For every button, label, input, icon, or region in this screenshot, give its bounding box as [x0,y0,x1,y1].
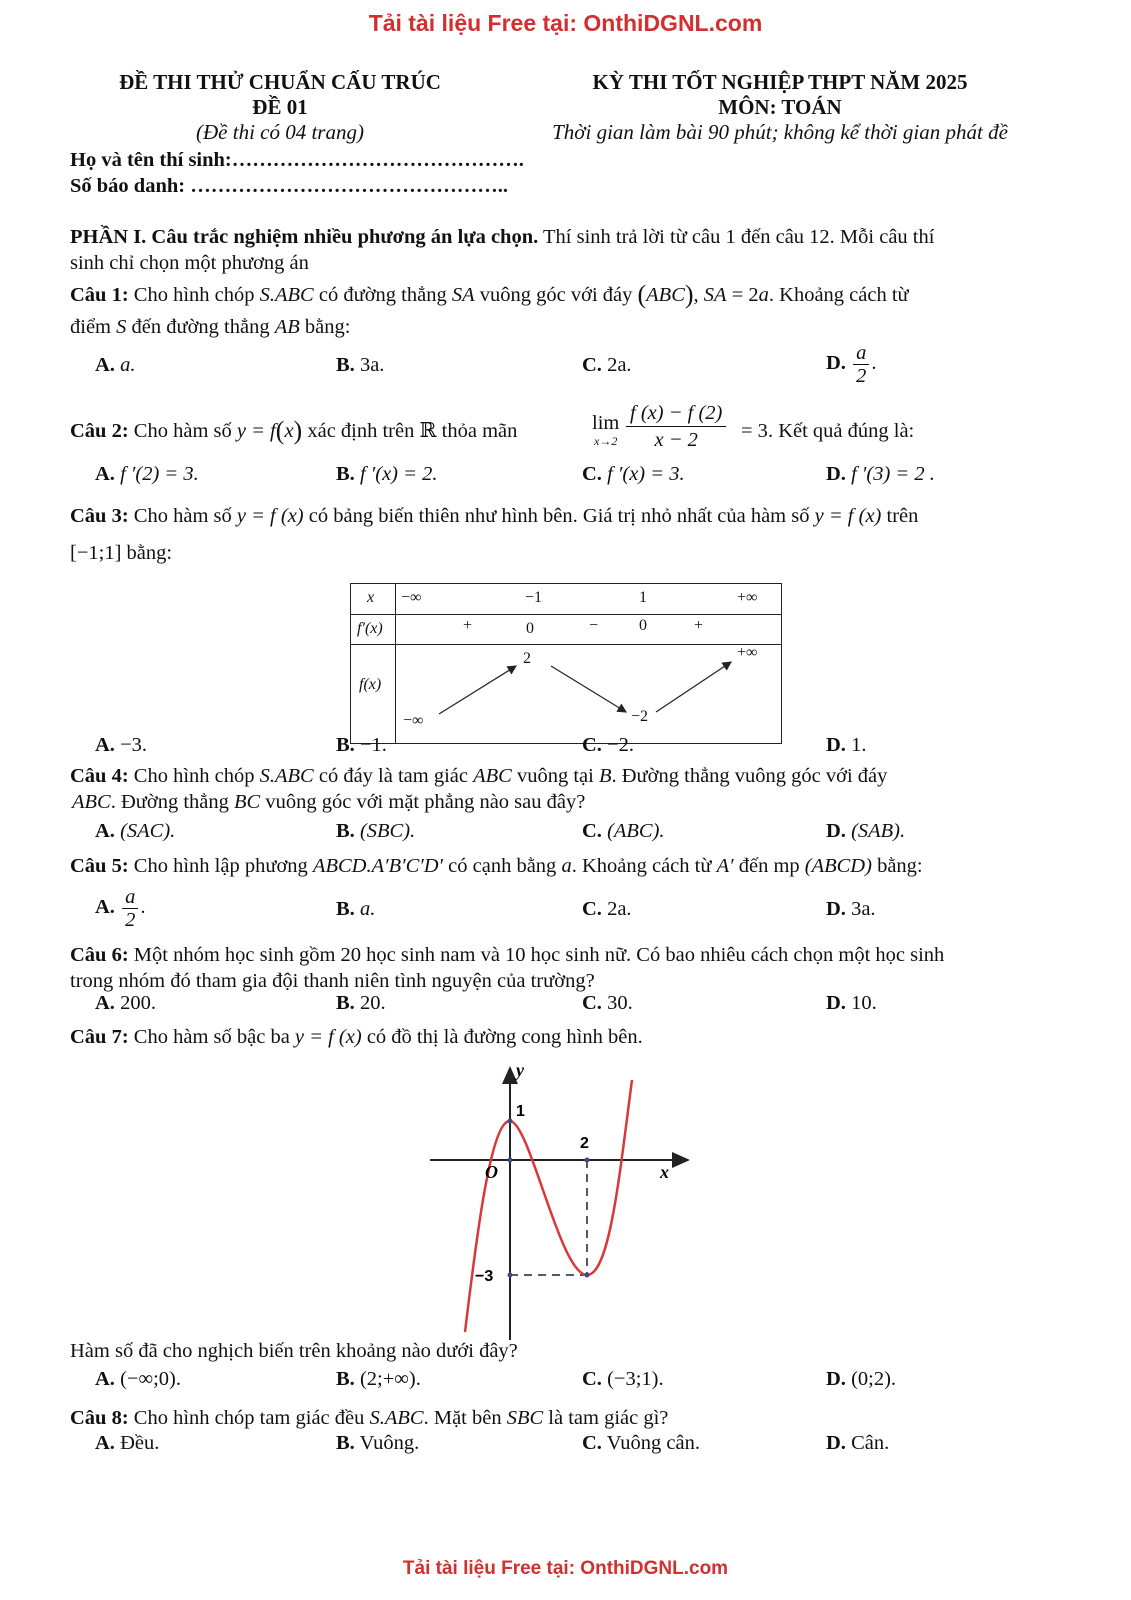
q8-b-text: Vuông. [359,1432,420,1454]
q2-b-letter: B. [336,463,355,485]
q8-t3: là tam giác gì? [543,1407,669,1429]
q1-m5: a [758,284,769,306]
q5-t1: Cho hình lập phương [128,855,313,877]
q1-t7: đến đường thẳng [126,316,275,338]
q7-b-text: (2;+∞). [359,1368,421,1390]
vt-f-3: +∞ [737,644,758,661]
q2-t3: thỏa mãn [436,420,518,442]
q2-d-text: f ′(3) = 2 . [851,463,935,485]
q1-d-num: a [853,342,869,365]
q5-d-letter: D. [826,898,846,920]
q1-c-letter: C. [582,354,602,376]
q3-t1: Cho hàm số [128,505,237,527]
q4-option-b[interactable] [336,820,415,843]
q5-text [70,853,1090,879]
q3-option-c[interactable] [582,734,634,757]
q2-option-a[interactable] [95,463,199,486]
point-2-m3 [585,1273,590,1278]
q4-a-text: (SAC). [120,820,176,842]
graph-x-label: x [660,1162,669,1182]
q4-label: Câu 4: [70,765,129,787]
q2-a-letter: A. [95,463,115,485]
q4-c-letter: C. [582,820,602,842]
q1-text: Câu 1: Cho hình chóp S.ABC có đường thẳng SA vuông góc với đáy (ABC), SA = 2a. Khoảng cách từ [70,280,909,309]
q4-m2: ABC [473,765,512,787]
q1-option-d[interactable]: D. $\frac{a}{2}$ . [826,342,877,387]
q3-interval: [−1;1] [70,542,122,564]
q4-d-text: (SAB). [851,820,906,842]
q6-b-text: 20. [359,992,386,1014]
q4-option-d[interactable] [826,820,905,843]
q1-t3: vuông góc với đáy [474,284,638,306]
q6-t2: trong nhóm đó tham gia đội thanh niên tình nguyện của trường? [70,970,595,992]
q1-t1: Cho hình chóp [128,284,260,306]
q1-d-den: 2 [856,365,867,387]
q8-d-text: Cân. [851,1432,890,1454]
q1-m7: AB [274,316,300,338]
q5-option-a[interactable]: A. $\frac{a}{2}$ . [95,886,146,931]
student-name-dots: ……………………………………. [231,149,524,171]
q3-text [70,503,1090,529]
graph-label-1: 1 [516,1103,525,1120]
q2-m1: y = f [236,420,276,442]
q8-m1: S.ABC [369,1407,424,1429]
point-origin [508,1158,513,1163]
q1-option-c[interactable] [582,354,632,377]
q2-option-c[interactable] [582,463,685,486]
q1-a-text: a. [120,354,136,376]
q7-option-d[interactable] [826,1368,896,1391]
q1-t2: có đường thẳng [313,284,452,306]
q4-option-a[interactable] [95,820,175,843]
q3-a-letter: A. [95,734,115,756]
q2-frac-num: f (x) − f (2) [626,400,726,427]
q8-option-d[interactable] [826,1432,889,1455]
q3-t4: bằng: [121,542,173,564]
q7-m1: y = f (x) [294,1026,362,1048]
q6-option-d[interactable] [826,992,877,1015]
q1-m6: S [116,316,127,338]
q8-option-a[interactable] [95,1432,159,1455]
q1-t4: = 2 [726,284,759,306]
q5-m3: A′ [716,855,734,877]
vt-x-label: x [367,589,375,606]
vt-f-2: −2 [631,708,649,725]
vt-arrow-up-2 [656,662,731,712]
q7-t1: Cho hàm số bậc ba [128,1026,295,1048]
q3-c-letter: C. [582,734,602,756]
q4-t6: vuông góc với mặt phẳng nào sau đây? [260,791,586,813]
vt-f-label: f(x) [359,676,382,693]
q6-option-c[interactable] [582,992,633,1015]
vt-fp-2: − [589,617,599,634]
q1-t5: . Khoảng cách từ [768,284,909,306]
vt-x-0: −∞ [401,589,422,606]
q4-m3: B [598,765,612,787]
q4-a-letter: A. [95,820,115,842]
q4-m4: ABC [72,791,111,813]
q8-a-text: Đều. [120,1432,160,1454]
part1-title: PHẦN I. Câu trắc nghiệm nhiều phương án lựa chọn. [70,226,539,248]
q5-m1: ABCD.A′B′C′D′ [312,855,444,877]
q8-t2: . Mặt bên [423,1407,507,1429]
q4-text [70,763,1090,789]
q4-t5: . Đường thẳng [110,791,235,813]
q1-m3: ABC [646,284,685,306]
q6-option-b[interactable] [336,992,386,1015]
q3-text2 [70,540,172,566]
q7-t2: có đồ thị là đường cong hình bên. [361,1026,643,1048]
q4-c-text: (ABC). [607,820,665,842]
q1-t8: bằng: [299,316,351,338]
q5-option-b[interactable] [336,898,375,921]
q1-b-letter: B. [336,354,355,376]
vt-fp-label: f′(x) [357,620,383,637]
q8-m2: SBC [506,1407,544,1429]
q7-b-letter: B. [336,1368,355,1390]
vt-fp-3: 0 [639,617,647,634]
banner-bottom[interactable]: Tải tài liệu Free tại: OnthiDGNL.com [402,1558,729,1579]
q7-option-c[interactable] [582,1368,664,1391]
student-id-line [70,173,508,199]
q1-m2: SA [451,284,475,306]
q8-c-text: Vuông cân. [606,1432,700,1454]
student-id-label: Số báo danh: [70,175,186,197]
q5-b-text: a. [359,898,376,920]
q5-a-num: a [122,886,138,909]
q4-t3: vuông tại [511,765,599,787]
q2-label: Câu 2: [70,420,129,442]
q6-text [70,942,1090,994]
q6-label: Câu 6: [70,944,129,966]
q2-t2: xác định trên [302,420,420,442]
q5-m2: a [561,855,572,877]
exam-code: ĐỀ 01 [252,95,308,119]
q5-option-d[interactable] [826,898,876,921]
q1-label: Câu 1: [70,284,129,306]
q6-b-letter: B. [336,992,355,1014]
q7-text [70,1024,643,1050]
q3-c-text: −2. [607,734,634,756]
q5-a-den: 2 [125,909,136,931]
q3-t2: có bảng biến thiên như hình bên. Giá trị nhỏ nhất của hàm số [303,505,815,527]
q4-t4: . Đường thẳng vuông góc với đáy [611,765,888,787]
q3-option-d[interactable] [826,734,866,757]
q2-m2: x [284,420,294,442]
q2-text: Câu 2: Cho hàm số y = f(x) xác định trên ℝ thỏa mãn lim x→2 $\frac{f (x) - f (2)}{x - 2}$ = 3. Kết quả đúng là: [70,402,915,451]
q3-b-letter: B. [336,734,355,756]
graph-y-label: y [516,1060,524,1080]
point-2-0 [585,1158,590,1163]
q1-b-text: 3a. [359,354,385,376]
q2-a-text: f ′(2) = 3. [120,463,199,485]
q1-text2 [70,314,350,340]
q2-eq: = 3 [741,420,768,442]
q3-a-text: −3. [120,734,147,756]
q5-d-text: 3a. [851,898,876,920]
q5-option-c[interactable] [582,898,632,921]
q5-m4: (ABCD) [804,855,872,877]
q6-t1: Một nhóm học sinh gồm 20 học sinh nam và 10 học sinh nữ. Có bao nhiêu cách chọn một học sinh [128,944,945,966]
part1-intro [70,224,1070,276]
vt-x-3: +∞ [737,589,758,606]
q4-t2: có đáy là tam giác [313,765,474,787]
q4-option-c[interactable] [582,820,665,843]
q7-d-text: (0;2). [851,1368,897,1390]
point-0-m3 [508,1273,513,1278]
vt-arrow-down [551,666,626,712]
q8-t1: Cho hình chóp tam giác đều [128,1407,370,1429]
q1-m1: S.ABC [259,284,314,306]
q3-label: Câu 3: [70,505,129,527]
q2-t1: Cho hàm số [128,420,237,442]
graph-origin-label: O [485,1162,498,1182]
header-right [480,70,1080,145]
q3-d-letter: D. [826,734,846,756]
q7-label: Câu 7: [70,1026,129,1048]
vt-f-1: 2 [523,650,531,667]
q5-label: Câu 5: [70,855,129,877]
q7-a-letter: A. [95,1368,115,1390]
q6-d-letter: D. [826,992,846,1014]
q3-b-text: −1. [359,734,387,756]
q3-m1: y = f (x) [236,505,304,527]
q5-t3: . Khoảng cách từ [571,855,717,877]
cubic-graph [420,1060,710,1350]
q3-t3: trên [881,505,919,527]
subject: MÔN: TOÁN [718,95,842,119]
q6-a-text: 200. [120,992,156,1014]
q7-c-text: (−3;1). [607,1368,664,1390]
q1-t6: điểm [70,316,117,338]
q7-question: Hàm số đã cho nghịch biến trên khoảng nào dưới đây? [70,1340,518,1362]
vt-fp-1: 0 [526,620,534,637]
q8-text [70,1405,668,1431]
q3-d-text: 1. [851,734,867,756]
q2-lim-sub: x→2 [594,434,618,448]
q5-c-text: 2a. [607,898,632,920]
q8-a-letter: A. [95,1432,115,1454]
part1-desc1: Thí sinh trả lời từ câu 1 đến câu 12. Mỗi câu thí [538,226,935,248]
exam-type: ĐỀ THI THỬ CHUẨN CẤU TRÚC [119,70,441,94]
q2-b-text: f ′(x) = 2. [359,463,438,485]
graph-label-2: 2 [580,1135,589,1152]
vt-fp-4: + [694,617,704,634]
vt-fp-0: + [463,617,473,634]
q5-a-letter: A. [95,896,115,919]
q3-option-b[interactable] [336,734,387,757]
q2-lim: lim [592,412,620,434]
q3-option-a[interactable] [95,734,147,757]
point-0-1 [508,1119,513,1124]
variation-table [350,583,782,744]
q6-option-a[interactable] [95,992,156,1015]
q1-c-text: 2a. [607,354,632,376]
q5-t5: bằng: [871,855,923,877]
q5-t2: có cạnh bằng [443,855,562,877]
q4-b-letter: B. [336,820,355,842]
q1-m4: SA [703,284,727,306]
banner-top[interactable]: Tải tài liệu Free tại: OnthiDGNL.com [368,10,763,36]
q8-b-letter: B. [336,1432,355,1454]
time-limit: Thời gian làm bài 90 phút; không kể thời gian phát đề [552,120,1008,144]
q5-b-letter: B. [336,898,355,920]
q7-a-text: (−∞;0). [120,1368,181,1390]
q7-option-a[interactable] [95,1368,181,1391]
student-name-label: Họ và tên thí sinh: [70,149,232,171]
graph-label-m3: −3 [475,1268,494,1285]
q6-c-letter: C. [582,992,602,1014]
q5-t4: đến mp [733,855,805,877]
q2-option-b[interactable] [336,463,437,486]
student-id-dots: ……………………………………….. [190,175,508,197]
q8-d-letter: D. [826,1432,846,1454]
q8-label: Câu 8: [70,1407,129,1429]
q8-option-c[interactable] [582,1432,700,1455]
vt-x-2: 1 [639,589,647,606]
q2-c-letter: C. [582,463,602,485]
q2-option-d[interactable] [826,463,935,486]
q4-text2 [72,789,585,815]
q2-d-letter: D. [826,463,846,485]
q7-d-letter: D. [826,1368,846,1390]
vt-x-1: −1 [525,589,543,606]
q6-d-text: 10. [851,992,877,1014]
q4-m1: S.ABC [259,765,314,787]
q6-c-text: 30. [607,992,633,1014]
q7-option-b[interactable] [336,1368,421,1391]
q4-b-text: (SBC). [359,820,416,842]
q3-m2: y = f (x) [814,505,882,527]
page-count: (Đề thi có 04 trang) [196,120,364,144]
q2-t4: . Kết quả đúng là: [767,420,915,442]
q2-c-text: f ′(x) = 3. [607,463,685,485]
header-left [80,70,480,145]
q1-d-letter: D. [826,352,846,375]
q4-d-letter: D. [826,820,846,842]
q1-option-a[interactable] [95,354,135,377]
q1-a-letter: A. [95,354,115,376]
q2-frac-den: x − 2 [654,429,698,451]
vt-arrows [351,584,781,743]
q7-c-letter: C. [582,1368,602,1390]
q4-m5: BC [234,791,261,813]
part1-desc2: sinh chỉ chọn một phương án [70,252,309,274]
q5-c-letter: C. [582,898,602,920]
q8-option-b[interactable] [336,1432,419,1455]
q2-reals: ℝ [419,420,437,442]
cubic-curve [465,1080,632,1332]
q1-option-b[interactable] [336,354,384,377]
vt-f-0: −∞ [403,712,424,729]
student-name-line [70,147,524,173]
q6-a-letter: A. [95,992,115,1014]
exam-name: KỲ THI TỐT NGHIỆP THPT NĂM 2025 [592,70,968,94]
vt-arrow-up-1 [439,666,516,714]
q4-t1: Cho hình chóp [128,765,260,787]
q8-c-letter: C. [582,1432,602,1454]
